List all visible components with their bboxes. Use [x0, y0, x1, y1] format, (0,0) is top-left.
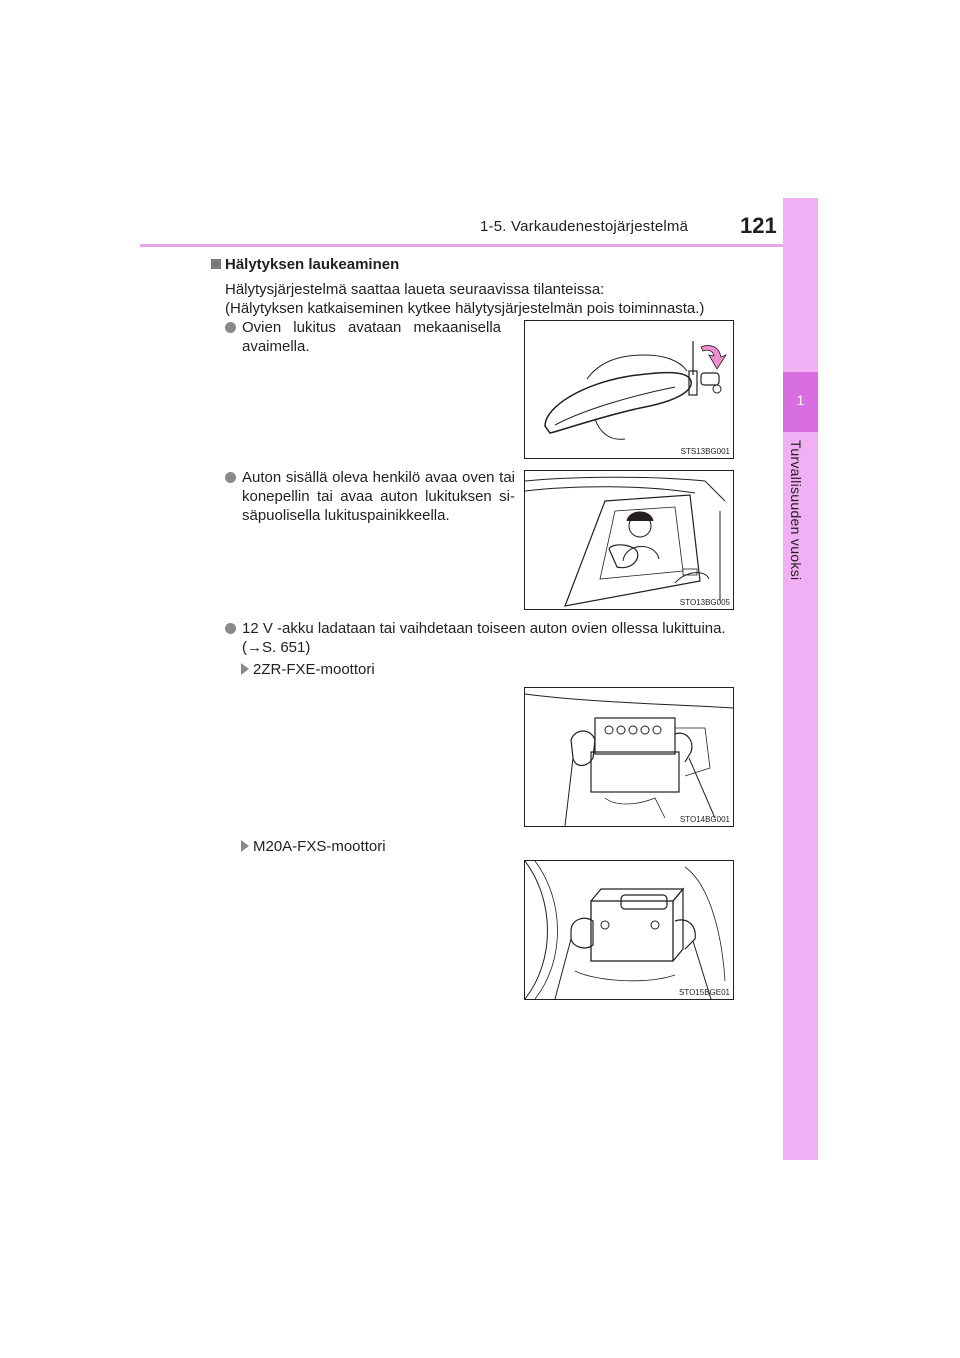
bullet-text-1: Ovien lukitus avataan mekaanisella avaimella.: [242, 319, 501, 355]
bullet-item-3: [225, 619, 745, 657]
chapter-side-bar: [783, 198, 818, 1160]
section-intro: [225, 280, 704, 318]
triangle-bullet-icon: [241, 840, 249, 852]
sub-item-label: M20A-FXS-moottori: [253, 838, 386, 855]
sub-item-label: 2ZR-FXE-moottori: [253, 661, 375, 678]
section-heading-text: Hälytyksen laukeaminen: [225, 256, 400, 273]
section-heading: [211, 256, 399, 273]
figure-code: STS13BG001: [680, 447, 730, 456]
figure-person-in-car: [524, 470, 734, 610]
bullet-text-3-line-2: (→S. 651): [242, 639, 311, 656]
sub-item-2zr: [241, 661, 375, 678]
bullet-item-1: [225, 318, 501, 356]
triangle-bullet-icon: [241, 663, 249, 675]
square-bullet-icon: [211, 259, 221, 269]
figure-battery-m20a: [524, 860, 734, 1000]
sub-item-m20a: [241, 838, 386, 855]
bullet-text-3-line-1: 12 V -akku ladataan tai vaihdetaan toiseen auton ovien ollessa lukittuina.: [242, 620, 726, 637]
figure-door-handle: [524, 320, 734, 459]
running-header: 1-5. Varkaudenestojärjestelmä: [480, 218, 689, 235]
battery-2zr-illustration: [525, 688, 733, 826]
figure-code: STO14BG001: [679, 815, 730, 824]
intro-line-2: (Hälytyksen katkaiseminen kytkee hälytysjärjestelmän pois toiminnasta.): [225, 300, 705, 317]
figure-battery-2zr: [524, 687, 734, 827]
chapter-title: Turvallisuuden vuoksi: [788, 440, 804, 581]
bullet-text-2: Auton sisällä oleva henkilö avaa oven tai konepellin tai avaa auton lukituksen si-säpuolisella lukituspainikkeella.: [242, 469, 515, 524]
bullet-dot-icon: [225, 472, 236, 483]
header-rule: [140, 244, 818, 247]
intro-line-1: Hälytysjärjestelmä saattaa laueta seuraavissa tilanteissa:: [225, 281, 605, 298]
chapter-number: 1: [796, 392, 805, 408]
bullet-dot-icon: [225, 623, 236, 634]
figure-code: STO15BGE01: [679, 988, 730, 997]
bullet-item-2: [225, 468, 515, 525]
bullet-dot-icon: [225, 322, 236, 333]
door-handle-key-illustration: [525, 321, 733, 458]
battery-m20a-illustration: [525, 861, 733, 999]
page-number: 121: [740, 213, 777, 238]
figure-code: STO13BG005: [679, 598, 730, 607]
person-inside-car-illustration: [525, 471, 733, 609]
